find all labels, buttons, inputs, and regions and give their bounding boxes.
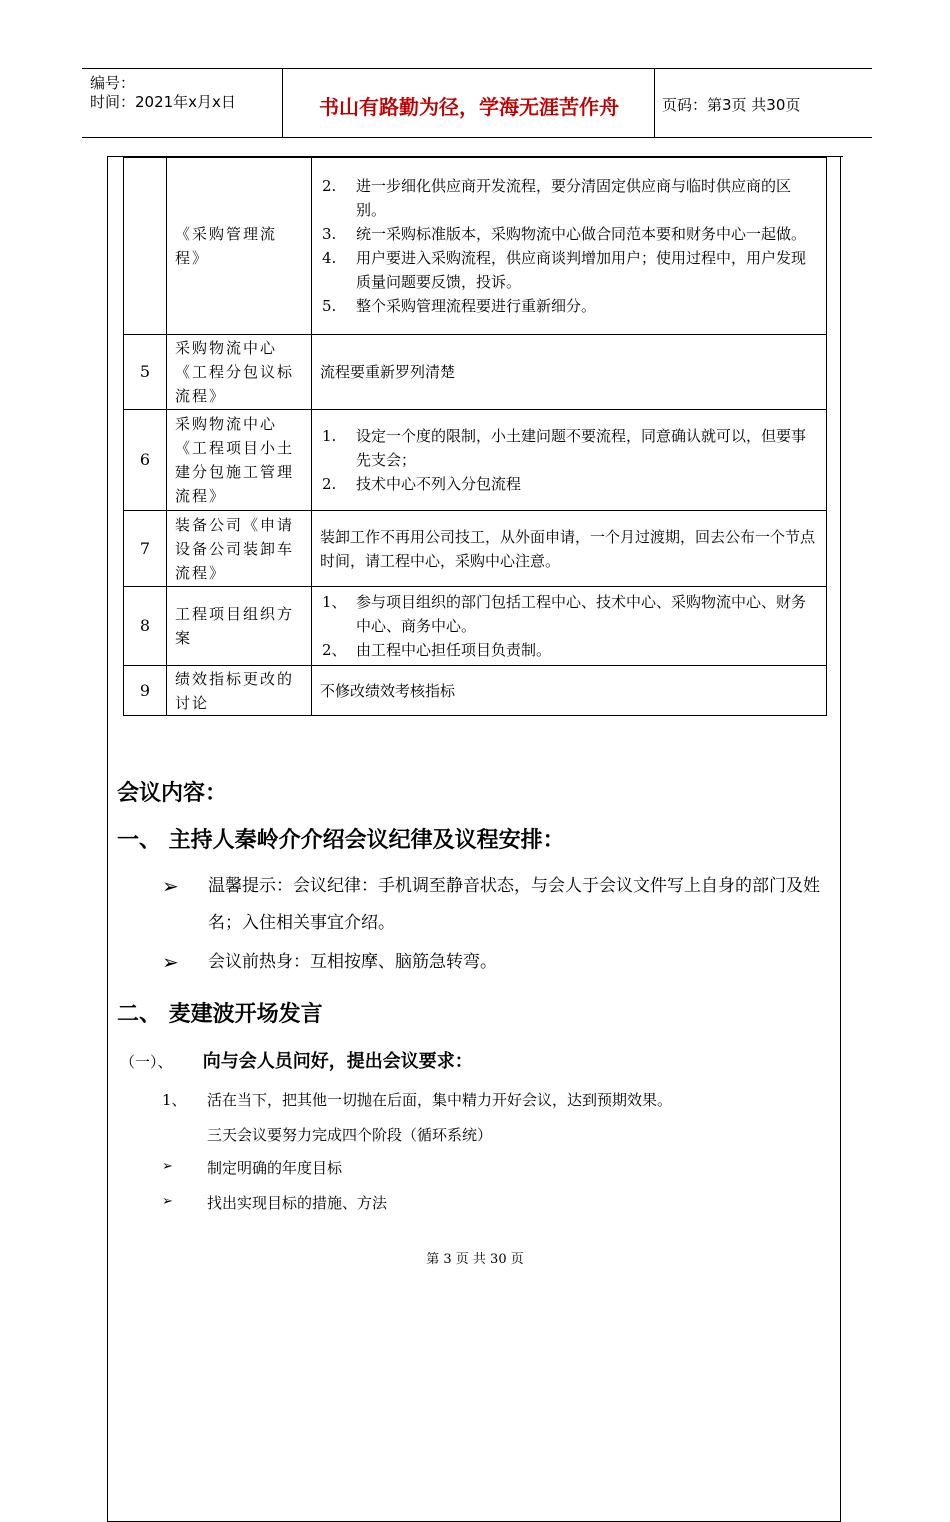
arrow-bullet-icon: ➢ [162, 1194, 173, 1209]
arrow-bullet-icon: ➢ [162, 950, 179, 974]
row-name: 《采购管理流程》 [167, 158, 312, 335]
row-desc: 流程要重新罗列清楚 [312, 335, 827, 410]
page-header [82, 68, 872, 138]
header-divider [654, 69, 655, 137]
header-motto: 书山有路勤为径，学海无涯苦作舟 [319, 95, 619, 119]
row-number: 9 [124, 666, 167, 716]
section-heading: 一、 主持人秦岭介介绍会议纪律及议程安排： [117, 828, 565, 853]
header-page-info: 页码：第3页 共30页 [662, 96, 801, 114]
item-text: 三天会议要努力完成四个阶段（循环系统） [207, 1126, 493, 1144]
row-desc [312, 410, 827, 511]
page-footer: 第 3 页 共 30 页 [426, 1252, 524, 1267]
list-item: 5. 整个采购管理流程要进行重新细分。 [322, 297, 597, 315]
item-text: 活在当下，把其他一切抛在后面，集中精力开好会议，达到预期效果。 [207, 1091, 673, 1109]
row-name: 采购物流中心《工程分包议标流程》 [167, 335, 312, 410]
row-desc [312, 158, 827, 335]
list-item: 4. 用户要进入采购流程，供应商谈判增加用户；使用过程中，用户发现质量问题要反馈，投诉。 [322, 249, 807, 291]
row-number [124, 158, 167, 335]
time-label: 时间：2021年x月x日 [90, 93, 236, 111]
list-item: 找出实现目标的措施、方法 [207, 1194, 388, 1212]
table-row [124, 410, 827, 511]
bullet-item: ➢ 会议前热身：互相按摩、脑筋急转弯。 [162, 944, 832, 981]
table-row [124, 666, 827, 716]
subsection-heading: （一）、 向与会人员问好，提出会议要求： [120, 1051, 473, 1072]
row-desc [312, 587, 827, 666]
row-name: 装备公司《申请设备公司装卸车流程》 [167, 511, 312, 587]
list-item: 2、 由工程中心担任项目负责制。 [322, 641, 552, 659]
row-number: 8 [124, 587, 167, 666]
section-heading: 二、 麦建波开场发言 [117, 1002, 323, 1027]
bullet-item: ➢ 温馨提示：会议纪律：手机调至静音状态，与会人于会议文件写上自身的部门及姓名；入住相关事宜介绍。 [162, 868, 832, 944]
list-item: 3. 统一采购标准版本，采购物流中心做合同范本要和财务中心一起做。 [322, 225, 807, 243]
list-item: 2. 技术中心不列入分包流程 [322, 475, 522, 493]
row-number: 7 [124, 511, 167, 587]
row-desc: 不修改绩效考核指标 [312, 666, 827, 716]
row-desc: 装卸工作不再用公司技工，从外面申请，一个月过渡期，回去公布一个节点时间，请工程中心，采购中心注意。 [312, 511, 827, 587]
table-row [124, 335, 827, 410]
list-item: 制定明确的年度目标 [207, 1159, 343, 1177]
row-name: 工程项目组织方案 [167, 587, 312, 666]
table-row [124, 587, 827, 666]
arrow-bullet-icon: ➢ [162, 1159, 173, 1174]
arrow-bullet-icon: ➢ [162, 874, 179, 898]
header-divider [282, 69, 283, 137]
row-name: 采购物流中心《工程项目小土建分包施工管理流程》 [167, 410, 312, 511]
content-heading: 会议内容： [117, 781, 228, 806]
serial-label: 编号： [90, 74, 136, 92]
list-item: 1. 设定一个度的限制，小土建问题不要流程，同意确认就可以，但要事先支会； [322, 427, 807, 469]
row-number: 6 [124, 410, 167, 511]
row-name: 绩效指标更改的讨论 [167, 666, 312, 716]
list-item: 2. 进一步细化供应商开发流程，要分清固定供应商与临时供应商的区别。 [322, 177, 792, 219]
row-number: 5 [124, 335, 167, 410]
list-item: 1、 参与项目组织的部门包括工程中心、技术中心、采购物流中心、财务中心、商务中心。 [322, 593, 807, 635]
table-row [124, 158, 827, 335]
issues-table [123, 157, 827, 716]
item-number: 1、 [162, 1091, 187, 1109]
table-row [124, 511, 827, 587]
